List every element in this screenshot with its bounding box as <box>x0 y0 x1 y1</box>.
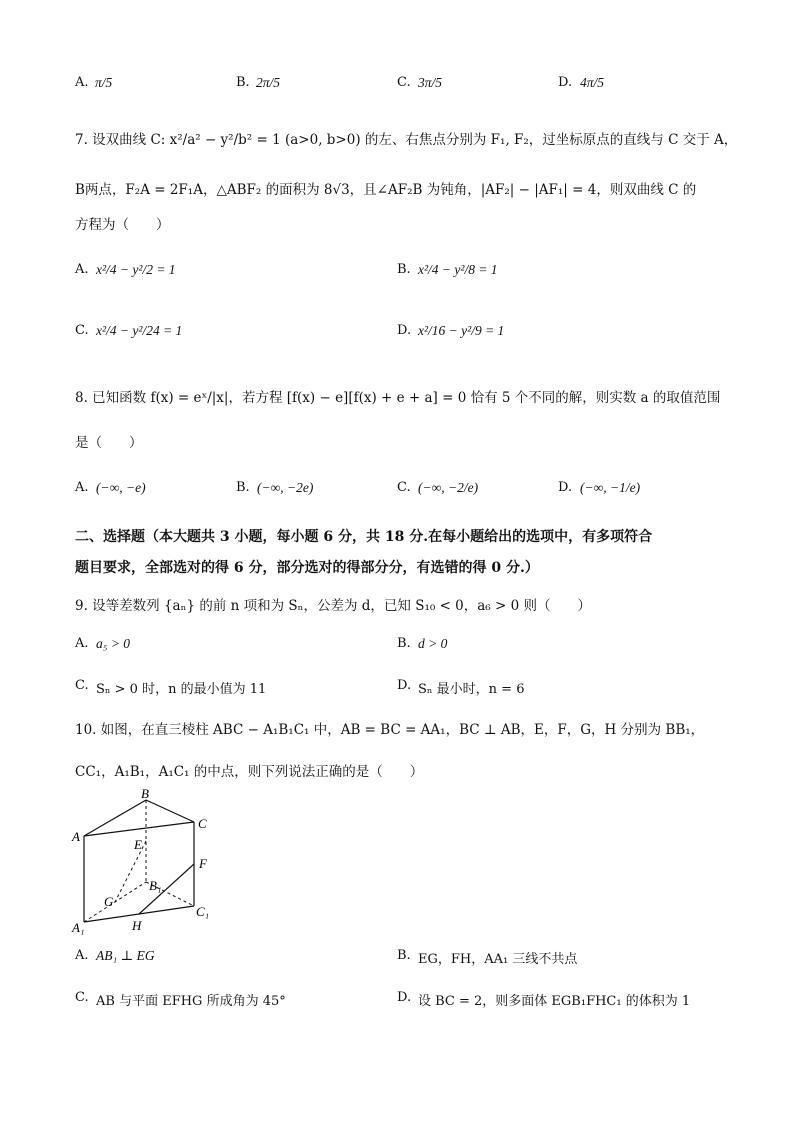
edge-ab <box>84 800 146 836</box>
label-b1: B₁ <box>149 878 162 893</box>
q8-stem-line2: 是（ ） <box>75 435 143 451</box>
q7-option-d-value: x²/16 − y²/9 = 1 <box>418 323 505 338</box>
q10-stem-line2: CC₁，A₁B₁，A₁C₁ 的中点，则下列说法正确的是（ ） <box>75 764 424 780</box>
q7-stem-line2: B两点，F₂A = 2F₁A，△ABF₂ 的面积为 8√3，且∠AF₂B 为钝角，|AF₂| − |AF₁| = 4，则双曲线 C 的 <box>75 182 697 198</box>
q7-option-a-label: A. <box>75 262 89 277</box>
q6-option-c-label: C. <box>397 75 411 90</box>
q8-option-a-value: (−∞, −e) <box>96 480 146 495</box>
label-g: G <box>104 894 114 909</box>
q10-option-c-value: AB 与平面 EFHG 所成角为 45° <box>96 994 286 1009</box>
label-a: A <box>72 829 80 844</box>
q8-option-b-value: (−∞, −2e) <box>257 480 314 495</box>
q10-option-d-value: 设 BC = 2，则多面体 EGB₁FHC₁ 的体积为 1 <box>418 994 691 1009</box>
q9-option-c-label: C. <box>75 678 89 693</box>
q8-option-c-label: C. <box>397 480 411 495</box>
q10-option-b-label: B. <box>397 948 411 963</box>
q7-option-a-value: x²/4 − y²/2 = 1 <box>96 262 176 277</box>
q9-option-c-value: Sₙ > 0 时，n 的最小值为 11 <box>96 682 267 697</box>
q7-option-c-value: x²/4 − y²/24 = 1 <box>96 323 183 338</box>
section2-heading-line1: 二、选择题（本大题共 3 小题，每小题 6 分，共 18 分.在每小题给出的选项中，有多项符合 <box>75 529 653 545</box>
q9-stem: 9. 设等差数列 {aₙ} 的前 n 项和为 Sₙ，公差为 d，已知 S₁₀ < 0，a₆ > 0 则（ ） <box>75 598 591 614</box>
segment-fh <box>139 864 194 914</box>
q7-stem-line1: 7. 设双曲线 C: x²/a² − y²/b² = 1 (a>0, b>0) 的左、右焦点分别为 F₁, F₂，过坐标原点的直线与 C 交于 A， <box>75 132 738 148</box>
q8-option-c-value: (−∞, −2/e) <box>418 480 479 495</box>
q8-option-a-label: A. <box>75 480 89 495</box>
q7-option-b-value: x²/4 − y²/8 = 1 <box>418 262 498 277</box>
q8-option-d-label: D. <box>558 480 573 495</box>
edge-ac <box>84 822 194 836</box>
q6-option-c-value: 3π/5 <box>418 75 443 90</box>
label-h: H <box>132 918 142 933</box>
q10-stem-line1: 10. 如图，在直三棱柱 ABC − A₁B₁C₁ 中，AB = BC = AA₁，BC ⊥ AB，E，F，G，H 分别为 BB₁， <box>75 722 705 738</box>
q8-option-b-label: B. <box>236 480 250 495</box>
label-c1: C₁ <box>196 904 210 919</box>
label-c: C <box>198 816 207 831</box>
q10-option-a-value: AB₁ ⊥ EG <box>96 948 155 963</box>
q6-option-a-value: π/5 <box>95 75 113 90</box>
label-b: B <box>141 786 149 801</box>
q10-option-d-label: D. <box>397 990 412 1005</box>
label-a1: A₁ <box>72 920 85 935</box>
q9-option-b-label: B. <box>397 636 411 651</box>
label-f: F <box>199 856 207 871</box>
label-e: E <box>134 837 142 852</box>
triangular-prism-figure <box>66 786 226 936</box>
q7-option-c-label: C. <box>75 323 89 338</box>
q10-option-b-value: EG，FH，AA₁ 三线不共点 <box>418 952 578 967</box>
q8-stem-line1: 8. 已知函数 f(x) = eˣ/|x|，若方程 [f(x) − e][f(x) + e + a] = 0 恰有 5 个不同的解，则实数 a 的取值范围 <box>75 390 721 406</box>
q9-option-b-value: d > 0 <box>418 636 448 651</box>
q7-option-b-label: B. <box>397 262 411 277</box>
q7-option-d-label: D. <box>397 323 412 338</box>
q10-option-a-label: A. <box>75 948 89 963</box>
edge-bc <box>146 800 194 822</box>
q9-option-a-value: a₅ > 0 <box>96 636 131 651</box>
q6-option-d-label: D. <box>558 75 573 90</box>
q6-option-d-value: 4π/5 <box>580 75 605 90</box>
q10-option-c-label: C. <box>75 990 89 1005</box>
q9-option-d-value: Sₙ 最小时，n = 6 <box>418 682 525 697</box>
q7-stem-line3: 方程为（ ） <box>75 217 170 233</box>
q6-options <box>0 64 794 104</box>
q6-option-b-label: B. <box>236 75 250 90</box>
section2-heading-line2: 题目要求，全部选对的得 6 分，部分选对的得部分分，有选错的得 0 分.） <box>75 560 539 576</box>
q8-option-d-value: (−∞, −1/e) <box>580 480 641 495</box>
q9-option-d-label: D. <box>397 678 412 693</box>
q6-option-b-value: 2π/5 <box>256 75 281 90</box>
q9-option-a-label: A. <box>75 636 89 651</box>
q6-option-a-label: A. <box>75 75 89 90</box>
